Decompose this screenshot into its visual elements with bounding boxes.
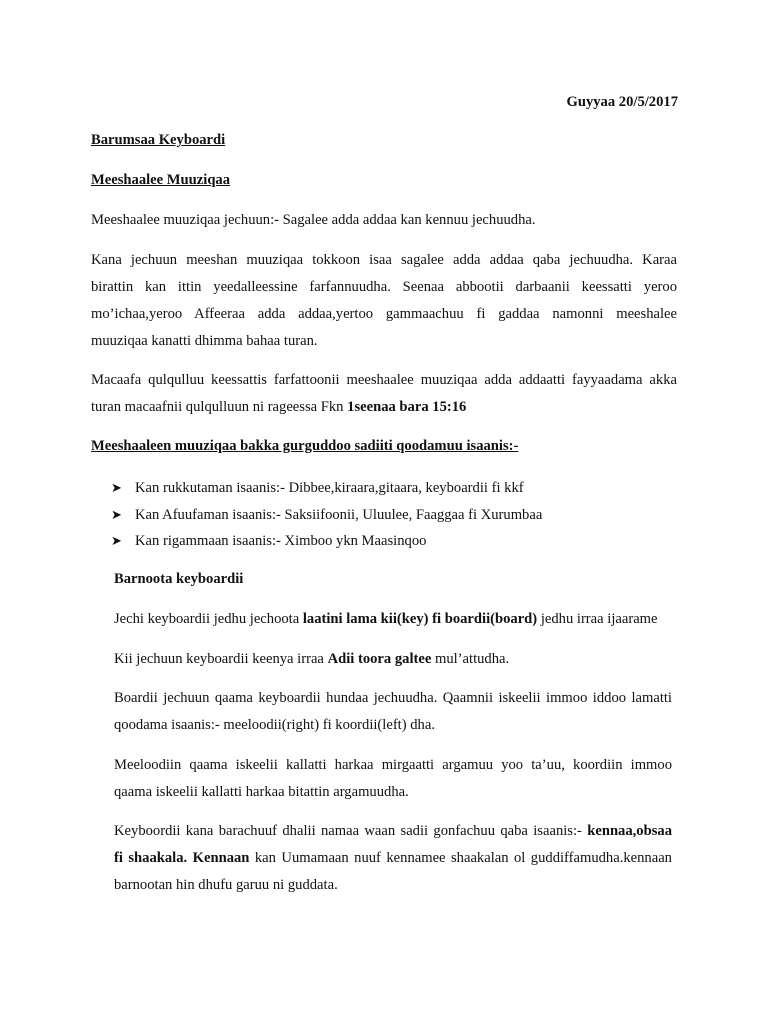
paragraph-line: barnootan hin dhufu garuu ni guddata.	[114, 877, 338, 893]
paragraph-instruments-history	[91, 247, 677, 355]
list-item-text: Kan rukkutaman isaanis:- Dibbee,kiraara,gitaara, keyboardii fi kkf	[135, 480, 524, 496]
document-title: Barumsaa Keyboardi	[91, 132, 226, 148]
paragraph-line	[114, 818, 672, 845]
list-item	[111, 531, 542, 558]
arrowhead-bullet-icon: ➤	[111, 481, 122, 496]
paragraph-line: Macaafa qulqulluu keessattis farfattoonii meeshaalee muuziqaa adda addaatti fayyaadama akka	[91, 372, 677, 388]
paragraph-bible-reference	[91, 367, 677, 421]
paragraph-line: qaama iskeelii kallatti harkaa bitattin argamuudha.	[114, 784, 409, 800]
document-date: Guyyaa 20/5/2017	[566, 94, 678, 110]
paragraph-line: Meeloodiin qaama iskeelii kallatti harkaa mirgaatti argamuu yoo ta’uu, koordiin immoo	[114, 757, 672, 773]
paragraph-text: mul’attudha.	[431, 651, 510, 667]
emphasis-text: laatini lama kii(key) fi boardii(board)	[302, 611, 538, 627]
section-heading-musical-instruments: Meeshaalee Muuziqaa	[91, 172, 231, 188]
arrowhead-bullet-icon: ➤	[111, 507, 122, 523]
paragraph-learning-requirements	[114, 818, 672, 899]
paragraph-board-definition	[114, 685, 672, 739]
subheading-keyboard-lesson: Barnoota keyboardii	[114, 571, 244, 587]
paragraph-definition: Meeshaalee muuziqaa jechuun:- Sagalee adda addaa kan kennuu jechuudha.	[91, 212, 536, 228]
arrowhead-bullet-icon: ➤	[111, 534, 122, 549]
paragraph-text: turan macaafnii qulqulluun ni rageessa Fkn	[91, 399, 348, 415]
paragraph-keyboard-etymology	[114, 611, 658, 628]
emphasis-text: Adii toora galtee	[327, 651, 432, 667]
list-item-text: Kan rigammaan isaanis:- Ximboo ykn Maasinqoo	[135, 533, 427, 549]
paragraph-melody-chord	[114, 752, 672, 806]
bible-verse-reference: 1seenaa bara 15:16	[347, 399, 467, 415]
paragraph-key-definition	[114, 651, 509, 668]
paragraph-line: muuziqaa kanatti dhimma bahaa turan.	[91, 333, 318, 349]
paragraph-line: mo’ichaa,yeroo Affeeraa adda addaa,yertoo gammaachuu fi gaddaa namonni meeshalee	[91, 306, 677, 322]
list-item-text: Kan Afuufaman isaanis:- Saksiifoonii, Uluulee, Faaggaa fi Xurumbaa	[135, 506, 543, 523]
paragraph-text: Jechi keyboardii jedhu jechoota	[114, 611, 303, 627]
paragraph-line: Kana jechuun meeshan muuziqaa tokkoon isaa sagalee adda addaa qaba jechuudha. Karaa	[91, 252, 677, 268]
paragraph-text: kan Uumamaan nuuf kennamee shaakalan ol guddiffamudha.kennaan	[249, 850, 672, 866]
paragraph-text: Keyboordii kana barachuuf dhalii namaa waan sadii gonfachuu qaba isaanis:-	[114, 823, 588, 839]
paragraph-line: qoodama isaanis:- meeloodii(right) fi koordii(left) dha.	[114, 717, 435, 733]
emphasis-text: kennaa,obsaa	[587, 823, 672, 839]
emphasis-text: fi shaakala. Kennaan	[114, 850, 250, 866]
paragraph-line: Boardii jechuun qaama keyboardii hundaa jechuudha. Qaamnii iskeelii immoo iddoo lamatti	[114, 690, 672, 706]
paragraph-text: Kii jechuun keyboardii keenya irraa	[114, 651, 328, 667]
list-item	[111, 505, 542, 532]
paragraph-line	[91, 394, 677, 421]
paragraph-line	[114, 845, 672, 872]
paragraph-text: jedhu irraa ijaarame	[537, 611, 658, 627]
paragraph-line: birattin kan ittin yeedalleessine farfannuudha. Seenaa abbootii darbaanii keessatti yeroo	[91, 279, 677, 295]
list-item	[111, 478, 542, 505]
section-heading-categories: Meeshaaleen muuziqaa bakka gurguddoo sadiiti qoodamuu isaanis:-	[91, 438, 519, 454]
instrument-category-list	[111, 478, 542, 558]
